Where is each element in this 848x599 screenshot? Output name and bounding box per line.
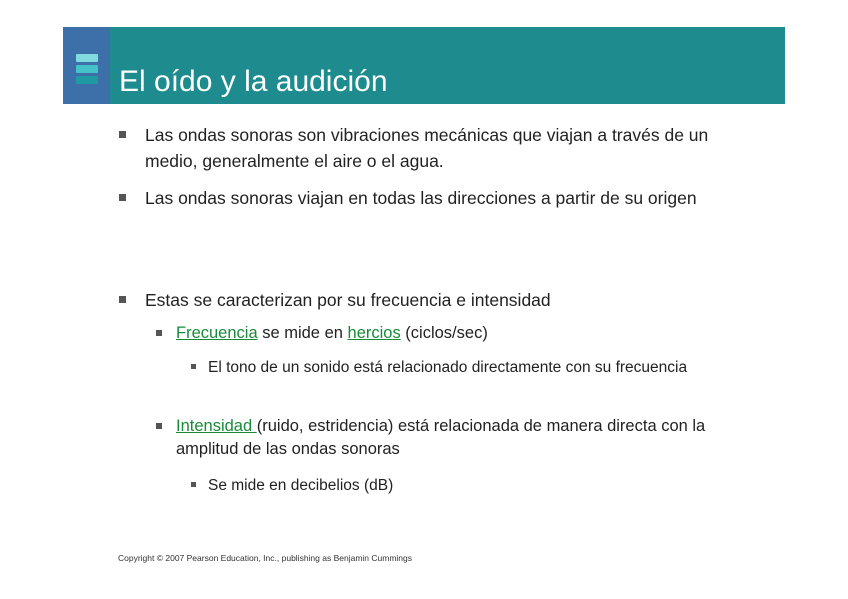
bullet-text: (ciclos/sec) (400, 324, 488, 342)
hercios-link[interactable]: hercios (347, 324, 401, 342)
bullet-text: Se mide en decibelios (dB) (208, 477, 394, 494)
square-bullet-icon (156, 330, 162, 336)
bullet-text: El tono de un sonido está relacionado directamente con su frecuencia (208, 359, 688, 376)
sub-bullet-item (176, 322, 746, 345)
sub-bullet-item (176, 415, 751, 461)
title-accent-block (63, 27, 110, 104)
sub-sub-bullet-item (208, 356, 728, 379)
bullet-text: Las ondas sonoras son vibraciones mecánicas que viajan a través de un medio, generalmente el aire o el agua. (145, 125, 709, 171)
bullet-text: (ruido, estridencia) está relacionada de manera directa con la amplitud de las ondas sonoras (176, 417, 706, 458)
square-bullet-icon (119, 131, 126, 138)
slide-title: El oído y la audición (119, 65, 388, 98)
square-bullet-icon (119, 296, 126, 303)
sub-sub-bullet-item (208, 474, 728, 497)
square-bullet-icon (119, 194, 126, 201)
bullet-item (145, 287, 745, 313)
intensidad-link[interactable]: Intensidad (176, 417, 257, 435)
frecuencia-link[interactable]: Frecuencia (176, 324, 258, 342)
bullet-text: se mide en (257, 324, 348, 342)
square-bullet-icon (191, 482, 196, 487)
stacked-bars-logo-icon (76, 54, 98, 92)
bullet-item (145, 185, 745, 211)
bullet-text: Estas se caracterizan por su frecuencia e intensidad (145, 290, 551, 310)
bullet-text: Las ondas sonoras viajan en todas las direcciones a partir de su origen (145, 188, 697, 208)
square-bullet-icon (156, 423, 162, 429)
title-banner (63, 27, 785, 104)
bullet-item (145, 122, 745, 174)
square-bullet-icon (191, 364, 196, 369)
copyright-footer: Copyright © 2007 Pearson Education, Inc., publishing as Benjamin Cummings (118, 553, 413, 563)
